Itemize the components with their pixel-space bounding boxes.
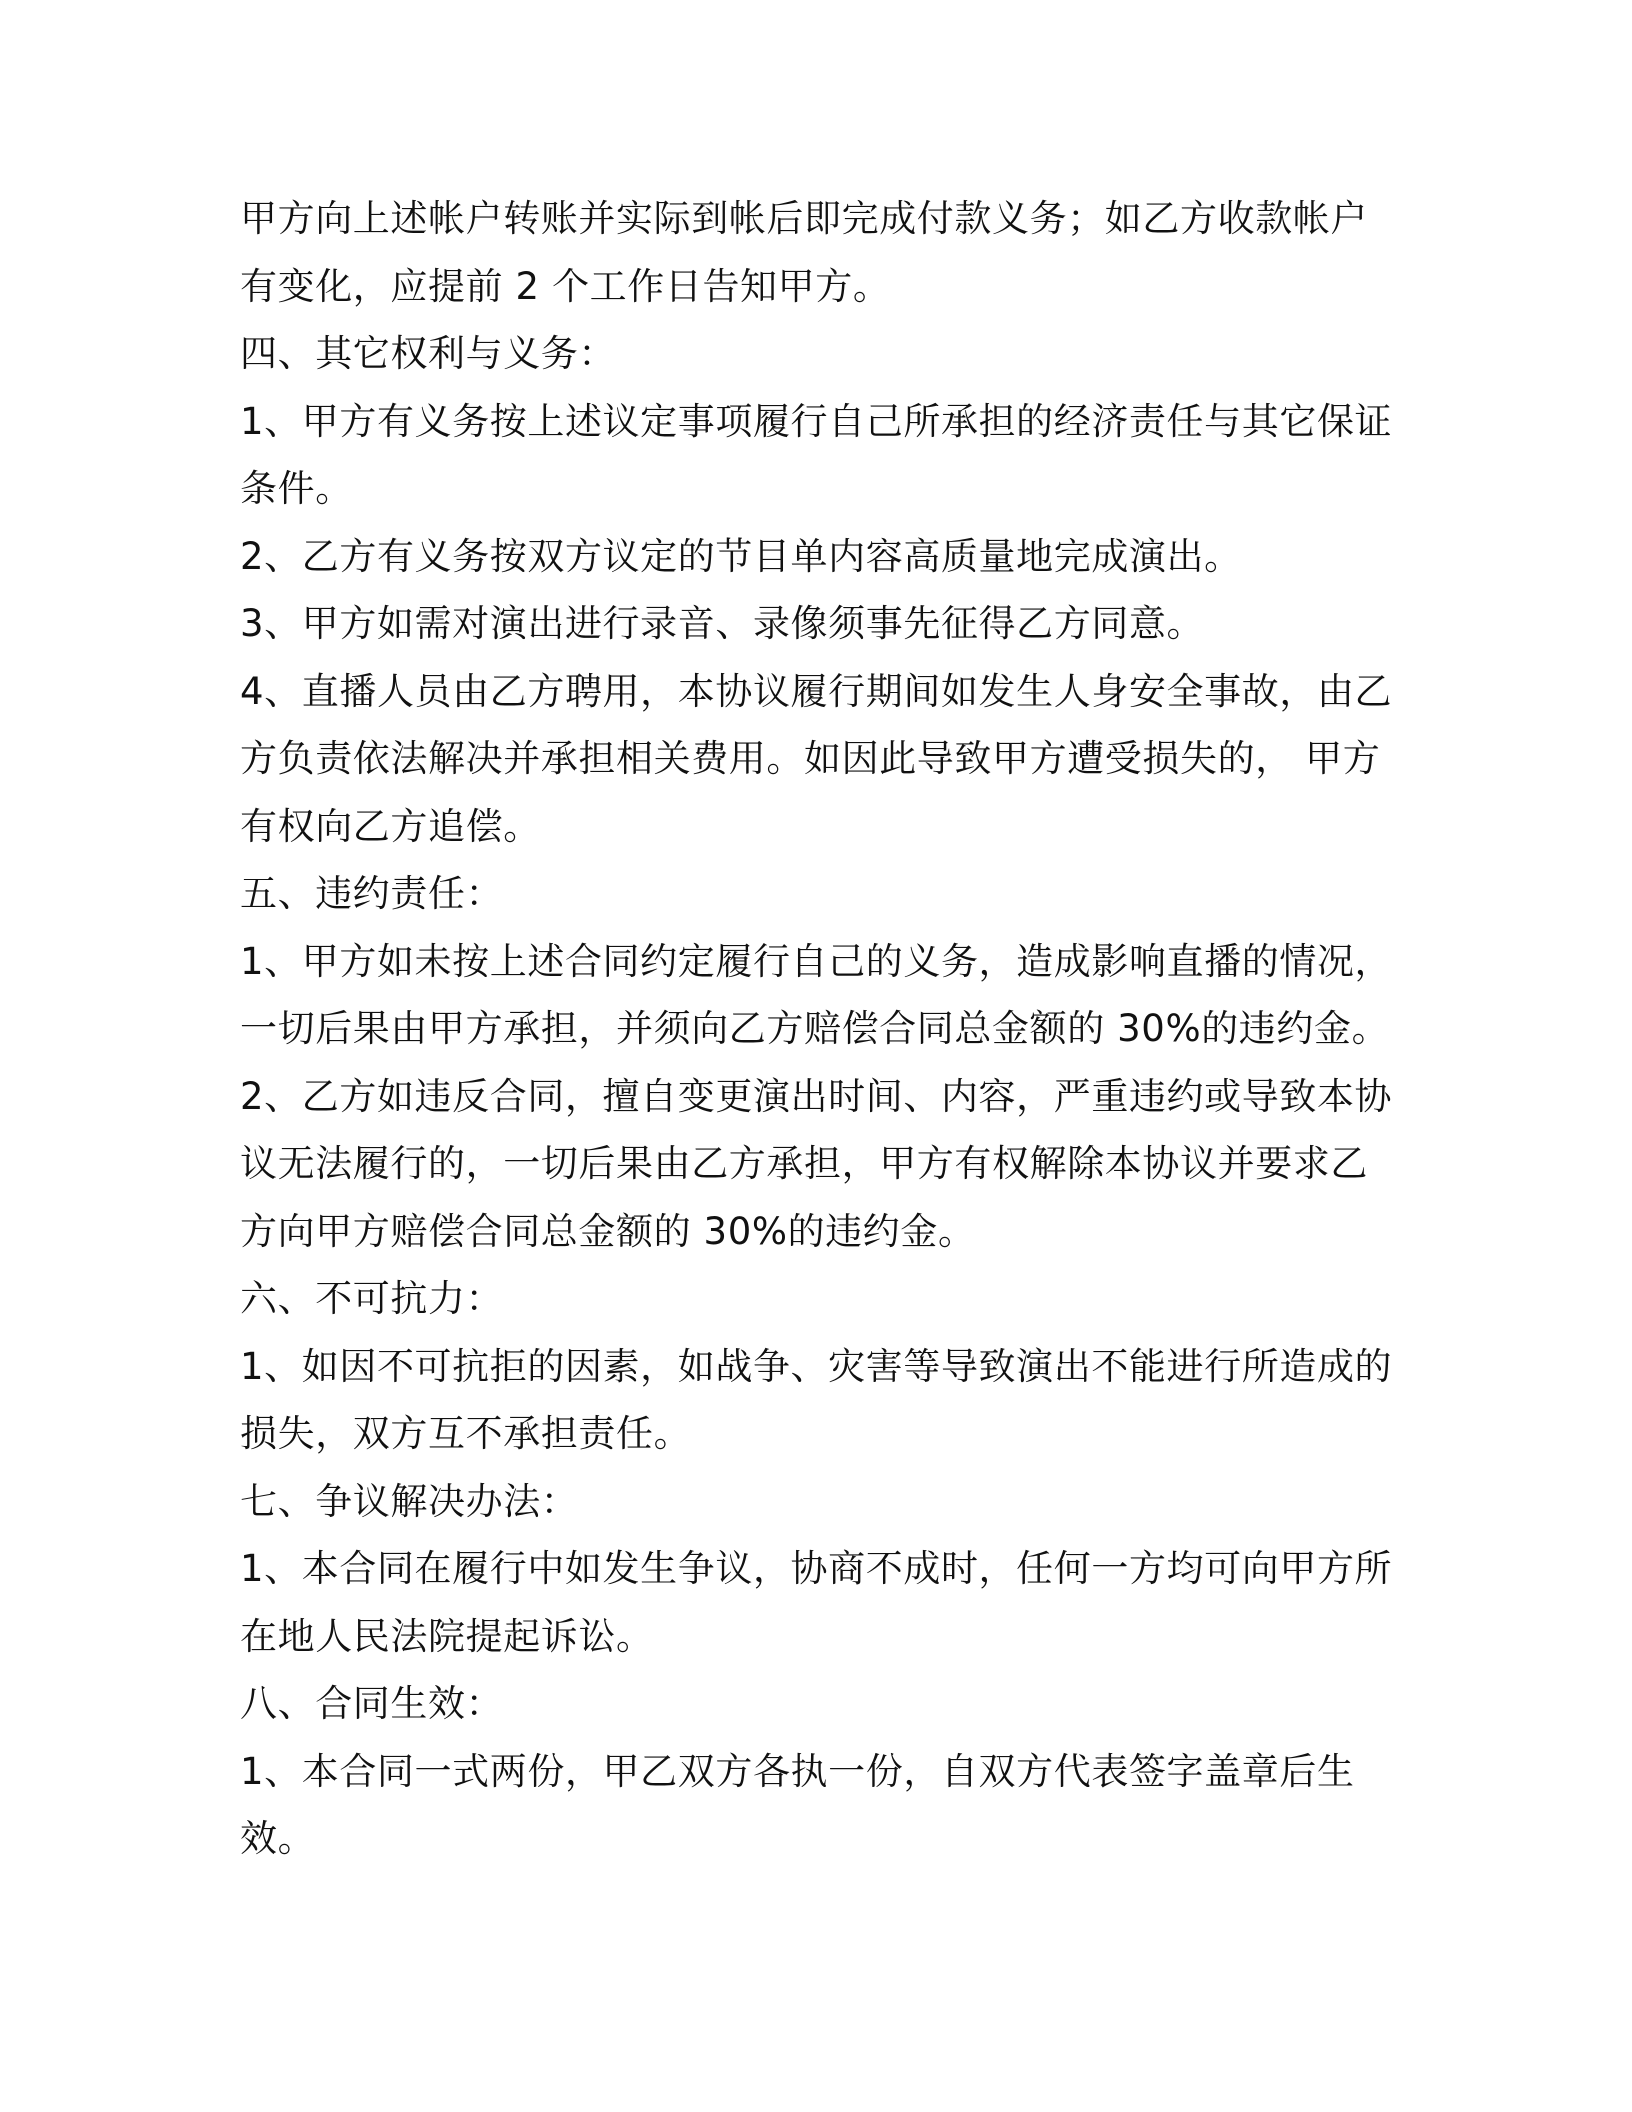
clause-4-1: 1、甲方有义务按上述议定事项履行自己所承担的经济责任与其它保证条件。 [240, 399, 1393, 510]
paragraph-payment-continuation: 甲方向上述帐户转账并实际到帐后即完成付款义务；如乙方收款帐户有变化，应提前 2 个工作日告知甲方。 [240, 197, 1368, 308]
section-heading-rights-obligations: 四、其它权利与义务： [240, 332, 616, 375]
section-heading-dispute-resolution: 七、争议解决办法： [240, 1479, 579, 1523]
section-heading-effectiveness: 八、合同生效： [240, 1682, 504, 1725]
section-heading-liability: 五、违约责任： [240, 872, 504, 915]
clause-4-2: 2、乙方有义务按双方议定的节目单内容高质量地完成演出。 [240, 534, 1242, 578]
clause-5-1: 1、甲方如未按上述合同约定履行自己的义务，造成影响直播的情况，一切后果由甲方承担，并须向乙方赔偿合同总金额的 30%的违约金。 [240, 939, 1393, 1050]
section-heading-force-majeure: 六、不可抗力： [240, 1277, 504, 1320]
document-body [240, 185, 1400, 1873]
clause-8-1: 1、本合同一式两份，甲乙双方各执一份，自双方代表签字盖章后生效。 [240, 1749, 1355, 1860]
clause-4-3: 3、甲方如需对演出进行录音、录像须事先征得乙方同意。 [240, 602, 1205, 645]
clause-4-4: 4、直播人员由乙方聘用，本协议履行期间如发生人身安全事故，由乙方负责依法解决并承担相关费用。如因此导致甲方遭受损失的， 甲方有权向乙方追偿。 [240, 669, 1393, 848]
clause-5-2: 2、乙方如违反合同，擅自变更演出时间、内容，严重违约或导致本协议无法履行的，一切后果由乙方承担，甲方有权解除本协议并要求乙方向甲方赔偿合同总金额的 30%的违约金。 [240, 1074, 1393, 1253]
clause-6-1: 1、如因不可抗拒的因素，如战争、灾害等导致演出不能进行所造成的损失，双方互不承担责任。 [240, 1344, 1393, 1455]
clause-7-1: 1、本合同在履行中如发生争议，协商不成时，任何一方均可向甲方所在地人民法院提起诉讼。 [240, 1547, 1393, 1658]
